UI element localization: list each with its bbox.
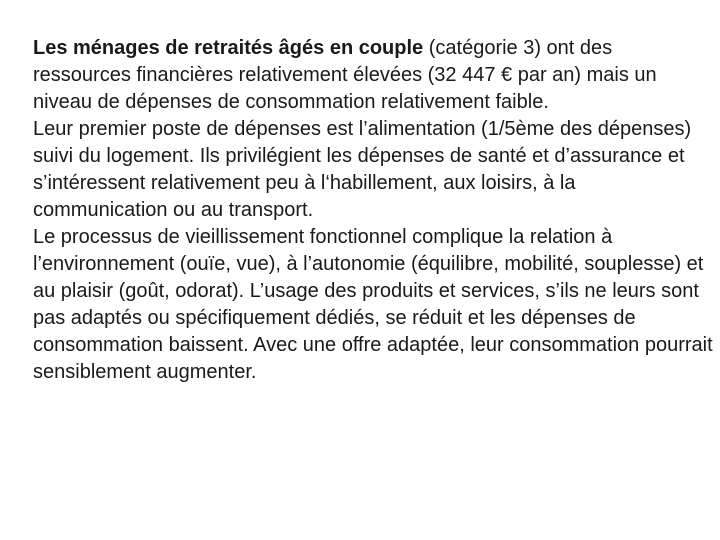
paragraph-household-category <box>33 35 713 116</box>
paragraph-spending-priorities: Leur premier poste de dépenses est l’alimentation (1/5ème des dépenses) suivi du logement. Ils privilégient les dépenses de santé et d’assurance et s’intéressent relativement peu à l‘habillement, aux loisirs, à la communication ou au transport. <box>33 118 692 221</box>
household-category-description: (catégorie 3) ont des ressources financières relativement élevées (32 447 € par an) mais un niveau de dépenses de consommation relativement faible. <box>33 37 657 113</box>
household-category-title: Les ménages de retraités âgés en couple <box>33 37 424 59</box>
body-text <box>33 35 713 386</box>
paragraph-aging-impact: Le processus de vieillissement fonctionnel complique la relation à l’environnement (ouïe, vue), à l’autonomie (équilibre, mobilité, souplesse) et au plaisir (goût, odorat). L’usage des produits et services, s’ils ne leurs sont pas adaptés ou spécifiquement dédiés, se réduit et les dépenses de consommation baissent. Avec une offre adaptée, leur consommation pourrait sensiblement augmenter. <box>33 226 713 383</box>
